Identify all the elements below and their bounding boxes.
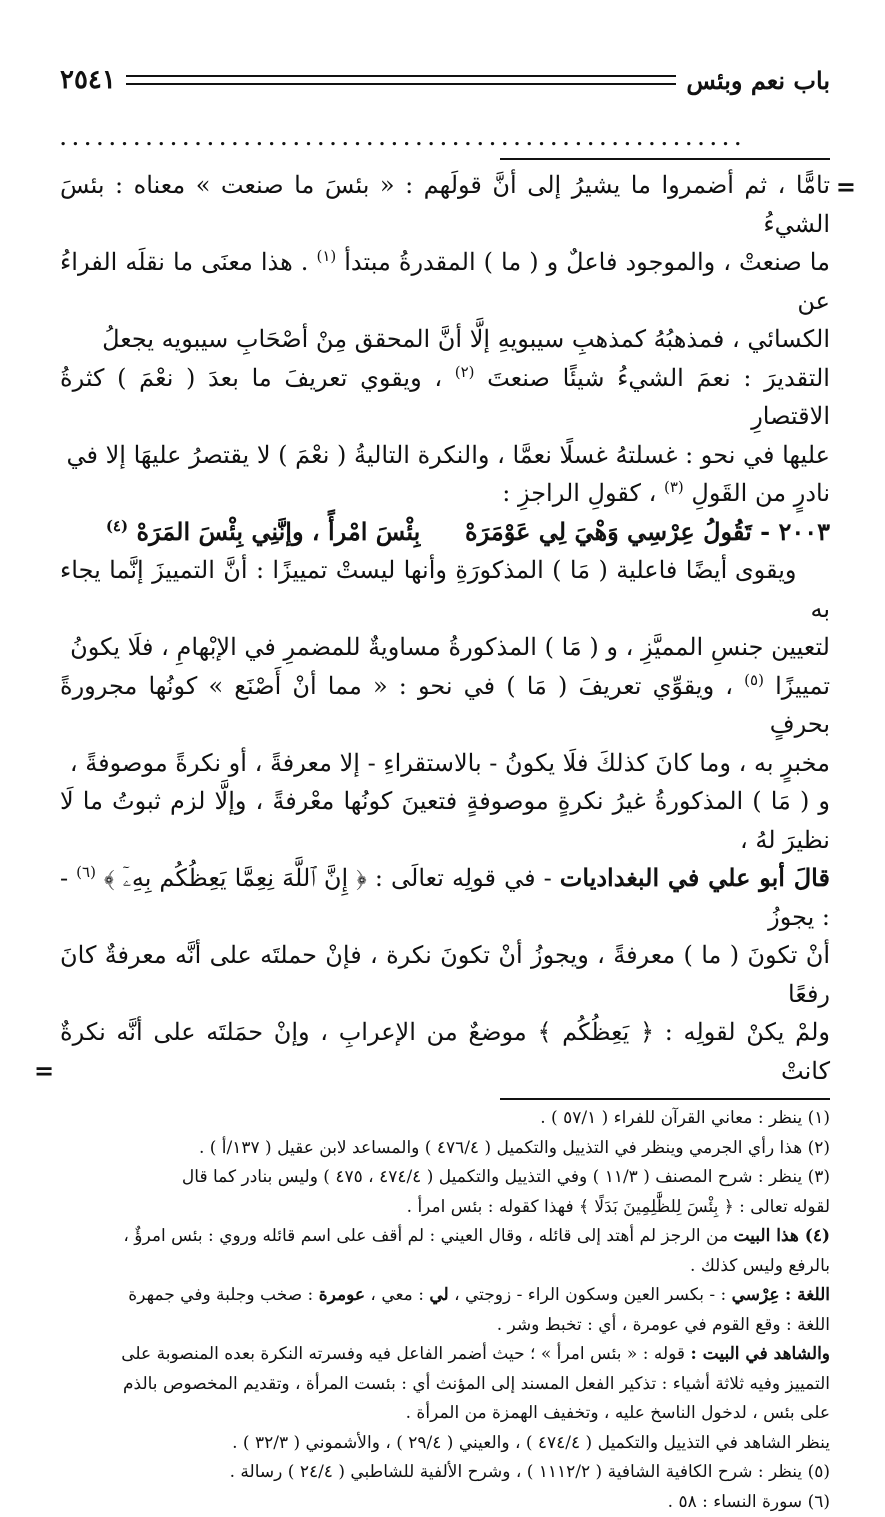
main-line: مخبرٍ به ، وما كانَ كذلكَ فلَا يكونُ - بالاستقراءِ - إلا معرفةً ، أو نكرةً موصوفةً ،: [60, 744, 830, 783]
footnote: (٤) هذا البيت من الرجز لم أهتد إلى قائله ، وقال العيني : لم أقف على اسم قائله وروي : بئس امرؤٌ ،: [60, 1222, 830, 1252]
main-line: عليها في نحو : غسلتهُ غسلًا نعمَّا ، والنكرة التاليةُ ( نعْمَ ) لا يقتصرُ عليهَا إلا في: [60, 436, 830, 475]
footnote-ref: (٢): [455, 363, 475, 381]
main-text: [60, 166, 830, 1090]
main-line: أنْ تكونَ ( ما ) معرفةً ، ويجوزُ أنْ تكونَ نكرة ، فإنْ حملتَه على أنَّه معرفةٌ كانَ رفعًا: [60, 936, 830, 1013]
main-line: لتعيين جنسِ المميَّزِ ، و ( مَا ) المذكورةُ مساويةٌ للمضمرِ في الإبْهامِ ، فلَا يكونُ: [60, 628, 830, 667]
verse-number: ٢٠٠٣ -: [760, 517, 830, 546]
main-line: نادرٍ من القَولِ $^{(٣)}$ ، كقولِ الراجزِ :: [60, 474, 830, 513]
main-line: ولمْ يكنْ لقولِه : ﴿ يَعِظُكُم ﴾ موضعٌ من الإعرابِ ، وإنْ حمَلتَه على أنَّه نكرةٌ كانتْ: [60, 1013, 830, 1090]
footnote: (٢) هذا رأي الجرمي وينظر في التذييل والتكميل ( ٤٧٦/٤ ) والمساعد لابن عقيل ( ١٣٧/أ ) .: [60, 1134, 830, 1164]
footnote: ينظر الشاهد في التذييل والتكميل ( ٤٧٤/٤ ) ، والعيني ( ٢٩/٤ ) ، والأشموني ( ٣٢/٣ ) .: [60, 1429, 830, 1459]
footnote: اللغة : وقع القوم في عومرة ، أي : تخبط وشر .: [60, 1311, 830, 1341]
footnote: التمييز وفيه ثلاثة أشياء : تذكير الفعل المسند إلى المؤنث أي : بئست المرأة ، وتقديم المخصوص بالذم: [60, 1370, 830, 1400]
verse-second-hemistich: بِئْسَ امْرأً ، وإنَّنِي بِئْسَ المَرَهْ: [136, 517, 420, 546]
main-line: ما صنعتْ ، والموجود فاعلٌ و ( ما ) المقدرةُ مبتدأ $^{(١)}$ . هذا معنَى ما نقلَه الفراءُ عن: [60, 243, 830, 320]
footnote: (٦) سورة النساء : ٥٨ .: [60, 1488, 830, 1517]
page-number: ٢٥٤١: [60, 65, 126, 95]
main-line: تمييزًا $^{(٥)}$ ، ويقوِّي تعريفَ ( مَا ) في نحو : « مما أنْ أَصْنَع » كونُها مجرورةً بحرفٍ: [60, 667, 830, 744]
main-line: ويقوى أيضًا فاعلية ( مَا ) المذكورَةِ وأنها ليستْ تمييزًا : أنَّ التمييزَ إنَّما يجاء به: [60, 551, 830, 628]
main-line: و ( مَا ) المذكورةُ غيرُ نكرةٍ موصوفةٍ فتعينَ كونُها معْرفةً ، وإلَّا لزم ثبوتُ ما لَا نظيرَ لهُ ،: [60, 782, 830, 859]
footnote-separator: [500, 1098, 830, 1100]
separator-dots: ........................................................: [60, 130, 830, 150]
footnote-ref: (٣): [664, 478, 684, 496]
page-header: [60, 60, 830, 100]
book-page: [60, 60, 830, 1517]
continuation-mark-end: =: [34, 1052, 54, 1091]
footnote-ref: (٥): [744, 671, 764, 689]
main-line: تامًّا ، ثم أضمروا ما يشيرُ إلى أنَّ قولَهم : « بئسَ ما صنعت » معناه : بئسَ الشيءُ: [60, 166, 830, 243]
continuation-mark-start: =: [836, 168, 856, 207]
short-rule: [500, 158, 830, 160]
footnote-ref: (١): [316, 247, 336, 265]
footnote: والشاهد في البيت : قوله : « بئس امرأ » ؛ حيث أضمر الفاعل فيه وفسرته النكرة بعده المنصوبة على: [60, 1340, 830, 1370]
running-title: باب نعم وبئس: [676, 66, 830, 95]
footnote-ref: (٦): [76, 863, 96, 881]
main-line: التقديرَ : نعمَ الشيءُ شيئًا صنعتَ $^{(٢)}$ ، ويقوي تعريفَ ما بعدَ ( نعْمَ ) كثرةُ الاقتصارِ: [60, 359, 830, 436]
main-line: قالَ أبو علي في البغداديات - في قولِه تعالَى : ﴿ إِنَّ ٱللَّهَ نِعِمَّا يَعِظُكُم بِهِۦٓ ﴾ $^{(٦)}$ - : يجوزُ: [60, 859, 830, 936]
footnote: بالرفع وليس كذلك .: [60, 1252, 830, 1282]
cited-author: قالَ أبو علي في البغداديات: [560, 863, 830, 892]
verse-first-hemistich: تَقُولُ عِرْسِي وَهْيَ لِي عَوْمَرَهْ: [465, 517, 752, 546]
poetry-verse: [60, 513, 830, 552]
header-rule: [126, 75, 677, 85]
footnote: على بئس ، لدخول الناسخ عليه ، وتخفيف الهمزة من المرأة .: [60, 1399, 830, 1429]
footnote: لقوله تعالى : ﴿ بِئْسَ لِلظَّٰلِمِينَ بَدَلًا ﴾ فهذا كقوله : بئس امرأ .: [60, 1193, 830, 1223]
footnote: اللغة : عِرْسي : - بكسر العين وسكون الراء - زوجتي ، لي : معي ، عومرة : صخب وجلبة وفي جمهرة: [60, 1281, 830, 1311]
footnotes: [60, 1104, 830, 1517]
main-line: الكسائي ، فمذهبُهُ كمذهبِ سيبويهِ إلَّا أنَّ المحقق مِنْ أصْحَابِ سيبويه يجعلُ: [60, 320, 830, 359]
footnote: (١) ينظر : معاني القرآن للفراء ( ٥٧/١ ) .: [60, 1104, 830, 1134]
footnote: (٣) ينظر : شرح المصنف ( ١١/٣ ) وفي التذييل والتكميل ( ٤٧٤/٤ ، ٤٧٥ ) وليس بنادر كما قال: [60, 1163, 830, 1193]
footnote: (٥) ينظر : شرح الكافية الشافية ( ١١١٢/٢ ) ، وشرح الألفية للشاطبي ( ٢٤/٤ ) رسالة .: [60, 1458, 830, 1488]
footnote-ref: (٤): [106, 517, 128, 535]
